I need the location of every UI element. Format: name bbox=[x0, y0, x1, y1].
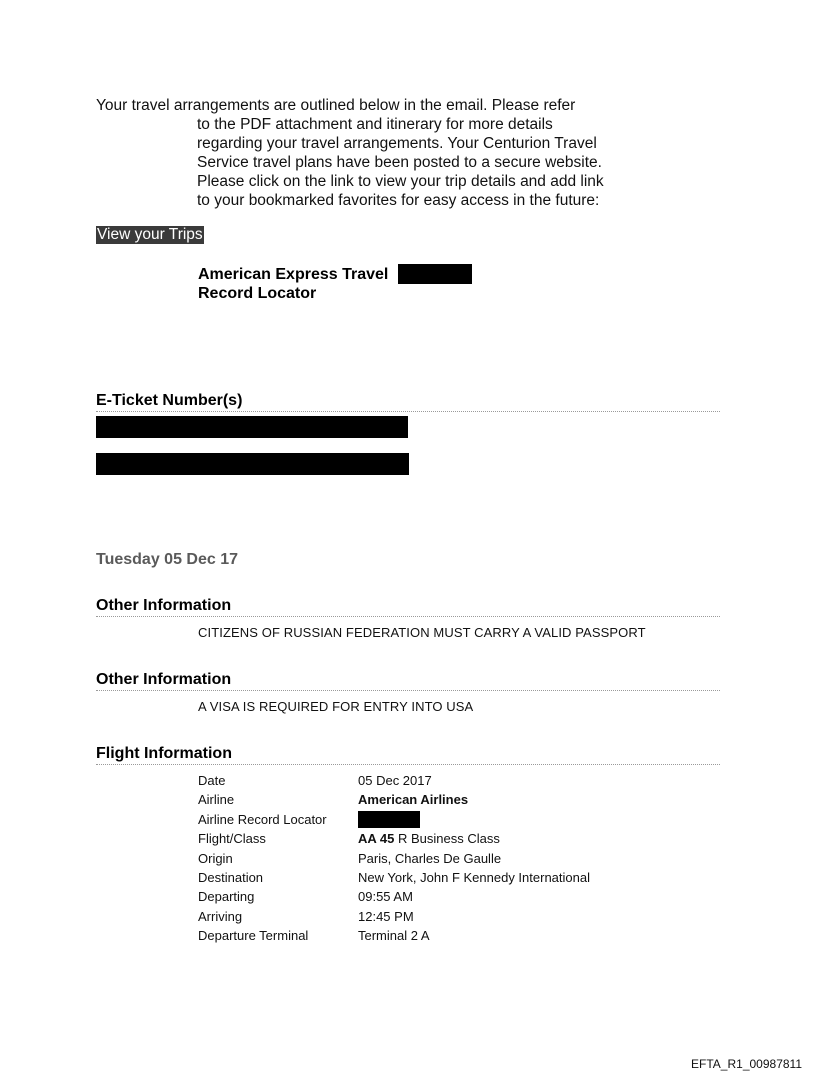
field-label: Origin bbox=[198, 850, 233, 866]
airline-value: American Airlines bbox=[358, 792, 469, 808]
intro-line: Please click on the link to view your trip details and add link bbox=[197, 173, 604, 190]
field-label: Date bbox=[198, 773, 226, 788]
terminal-value: Terminal 2 A bbox=[358, 928, 430, 944]
other-info-heading: Other Information bbox=[96, 670, 720, 691]
intro-line: Service travel plans have been posted to a secure website. bbox=[197, 154, 602, 171]
intro-line: to your bookmarked favorites for easy access in the future: bbox=[197, 192, 600, 209]
flight-row-class bbox=[198, 829, 590, 848]
redaction-block bbox=[96, 453, 409, 475]
flight-row-arriving bbox=[198, 907, 590, 926]
eticket-heading: E-Ticket Number(s) bbox=[96, 391, 720, 412]
passport-notice: CITIZENS OF RUSSIAN FEDERATION MUST CARRY A VALID PASSPORT bbox=[198, 625, 646, 640]
amex-label-line2: Record Locator bbox=[198, 285, 317, 302]
redaction-block bbox=[358, 811, 420, 828]
destination-value: New York, John F Kennedy International bbox=[358, 869, 590, 885]
field-label: Arriving bbox=[198, 908, 243, 924]
flight-row-record-locator bbox=[198, 810, 590, 829]
flight-row-origin bbox=[198, 849, 590, 868]
flight-details-table bbox=[198, 771, 590, 946]
other-info-heading: Other Information bbox=[96, 596, 720, 617]
flight-number: AA 45 bbox=[358, 831, 395, 847]
amex-record-locator bbox=[198, 264, 472, 303]
flight-class-value bbox=[358, 829, 500, 848]
arriving-value: 12:45 PM bbox=[358, 908, 414, 924]
intro-paragraph bbox=[96, 96, 604, 210]
visa-notice: A VISA IS REQUIRED FOR ENTRY INTO USA bbox=[198, 699, 474, 714]
field-label: Departing bbox=[198, 889, 255, 905]
flight-date-value: 05 Dec 2017 bbox=[358, 773, 432, 788]
field-label: Flight/Class bbox=[198, 831, 266, 847]
flight-info-heading: Flight Information bbox=[96, 744, 720, 765]
redaction-block bbox=[398, 264, 472, 284]
trip-date-heading: Tuesday 05 Dec 17 bbox=[96, 551, 239, 568]
class-label: R Business Class bbox=[394, 831, 500, 847]
field-label: Airline bbox=[198, 792, 235, 808]
intro-line: to the PDF attachment and itinerary for more details bbox=[197, 116, 553, 133]
field-label: Airline Record Locator bbox=[198, 811, 327, 827]
origin-value: Paris, Charles De Gaulle bbox=[358, 850, 502, 866]
intro-line: Your travel arrangements are outlined below in the email. Please refer bbox=[96, 97, 576, 114]
view-trips-link[interactable]: View your Trips bbox=[97, 226, 203, 243]
field-label: Destination bbox=[198, 869, 264, 885]
departing-value: 09:55 AM bbox=[358, 889, 413, 905]
document-id: EFTA_R1_00987811 bbox=[691, 1057, 802, 1071]
field-label: Departure Terminal bbox=[198, 928, 309, 944]
flight-row-departing bbox=[198, 887, 590, 906]
flight-row-destination bbox=[198, 868, 590, 887]
flight-row-terminal bbox=[198, 926, 590, 945]
amex-label-line1: American Express Travel bbox=[198, 265, 389, 283]
intro-line: regarding your travel arrangements. Your Centurion Travel bbox=[197, 135, 597, 152]
flight-row-date bbox=[198, 771, 590, 790]
redaction-block bbox=[96, 416, 408, 438]
flight-row-airline bbox=[198, 790, 590, 809]
